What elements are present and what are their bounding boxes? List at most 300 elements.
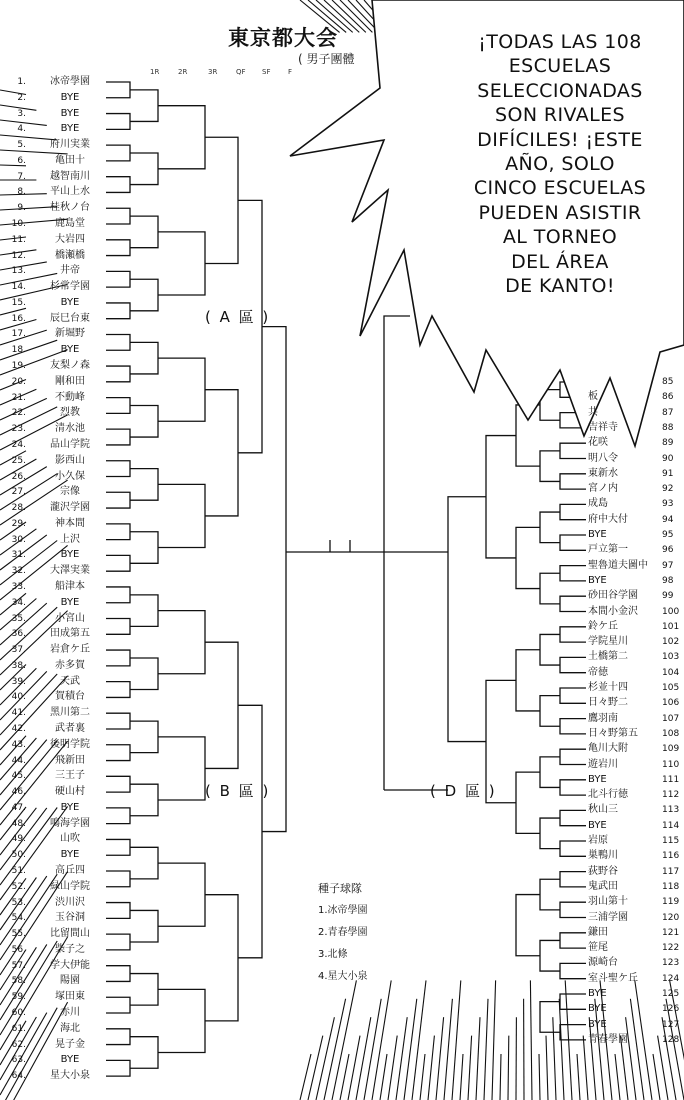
team-number: 50.	[11, 850, 26, 861]
team-school: 海北	[60, 1022, 80, 1034]
team-school: 鬼武田	[588, 880, 618, 892]
team-row	[4, 186, 100, 198]
team-number: 100	[662, 606, 680, 617]
team-row	[4, 786, 100, 798]
team-row	[4, 123, 100, 135]
speed-line	[388, 1036, 397, 1100]
team-school: 友梨ノ森	[50, 360, 90, 372]
team-number: 48.	[11, 818, 26, 829]
team-number: 56.	[11, 944, 26, 955]
team-school: 荻野谷	[588, 865, 618, 877]
team-number: 92	[662, 484, 674, 495]
block-b-label: ( B 區 )	[205, 782, 271, 800]
team-number: 124	[662, 973, 680, 984]
team-school: BYE	[588, 819, 607, 831]
team-row	[4, 155, 100, 167]
team-school: 黑川第二	[50, 707, 90, 719]
team-row	[588, 881, 684, 893]
team-number: 62.	[11, 1039, 26, 1050]
speed-line	[530, 980, 532, 1100]
team-number: 102	[662, 637, 680, 648]
team-row	[4, 1070, 100, 1082]
team-school: 剛和田	[55, 375, 85, 387]
team-row	[4, 833, 100, 845]
team-row	[4, 991, 100, 1003]
team-school: BYE	[60, 549, 80, 561]
team-number: 33.	[11, 581, 26, 592]
team-number: 86	[662, 392, 674, 403]
team-row	[4, 802, 100, 814]
team-row	[4, 912, 100, 924]
team-school: 賀積台	[55, 691, 85, 703]
team-school: 影西山	[55, 454, 85, 466]
team-school: BYE	[588, 529, 607, 540]
team-number: 99	[662, 591, 674, 602]
team-row	[4, 549, 100, 561]
team-row	[588, 407, 684, 419]
team-school: 杉並十四	[588, 682, 628, 693]
team-number: 15.	[11, 297, 26, 308]
speed-line	[428, 1036, 434, 1100]
team-number: 120	[662, 912, 680, 923]
team-number: 97	[662, 560, 674, 571]
seed-heading: 種子球隊	[318, 882, 362, 895]
team-row	[4, 849, 100, 861]
team-number: 18.	[11, 345, 26, 356]
team-row	[588, 621, 684, 633]
round-header: F	[288, 68, 293, 76]
team-number: 103	[662, 652, 680, 663]
team-school: 硬山村	[55, 786, 85, 798]
team-number: 14.	[11, 282, 26, 293]
speed-line	[500, 1054, 501, 1100]
speed-line	[492, 980, 496, 1100]
team-number: 54.	[11, 913, 26, 924]
team-school: 田成第五	[50, 628, 90, 640]
team-number: 94	[662, 514, 674, 525]
team-school: 聖魯道夫圖中	[588, 559, 648, 571]
team-school: 神本間	[55, 517, 85, 529]
team-row	[4, 707, 100, 719]
seed-item: 3.北條	[318, 949, 348, 960]
team-row	[4, 455, 100, 467]
team-school: 巣鴨川	[588, 850, 618, 862]
team-row	[588, 437, 684, 449]
speed-line	[356, 1017, 371, 1100]
team-school: 岩倉ケ丘	[50, 644, 90, 656]
team-school: 鎌田	[588, 926, 608, 938]
team-number: 24.	[11, 439, 26, 450]
team-school: 冰帝學園	[50, 76, 90, 87]
bubble-line: SELECCIONADAS	[477, 79, 643, 102]
team-number: 63.	[11, 1055, 26, 1066]
team-row	[4, 944, 100, 956]
speed-line	[444, 999, 452, 1100]
team-school: 辰巳台東	[50, 312, 90, 324]
team-row	[4, 376, 100, 388]
team-school: 吉祥寺	[588, 421, 618, 433]
team-row	[4, 897, 100, 909]
team-row	[4, 597, 100, 609]
page-title: 東京都大会	[228, 25, 338, 50]
team-school: 橋瀬橋	[55, 249, 85, 261]
team-number: 20.	[11, 376, 26, 387]
team-row	[4, 518, 100, 530]
team-row	[4, 581, 100, 593]
team-number: 95	[662, 530, 674, 540]
team-number: 11.	[11, 234, 26, 245]
team-row	[4, 486, 100, 498]
team-school: 青春學園	[588, 1033, 628, 1045]
team-row	[588, 1003, 684, 1015]
team-number: 96	[662, 545, 674, 556]
speed-line	[404, 999, 417, 1100]
team-number: 106	[662, 698, 680, 709]
team-row	[588, 606, 684, 618]
team-school: 晃子金	[55, 1038, 85, 1050]
team-school: 品山学院	[50, 438, 90, 450]
team-school: 共	[588, 406, 598, 418]
team-number: 3.	[17, 108, 26, 119]
team-school: 小宮山	[55, 612, 85, 624]
seed-item: 4.星大小泉	[318, 971, 368, 982]
speed-line	[364, 999, 381, 1100]
team-school: 学院星川	[588, 636, 628, 648]
team-school: 比留間山	[50, 928, 90, 940]
bracket-path	[448, 382, 586, 1040]
team-school: BYE	[60, 91, 80, 103]
team-row	[588, 835, 684, 847]
team-school: 平山上水	[50, 186, 90, 198]
team-number: 27.	[11, 487, 26, 498]
speed-line	[380, 1054, 387, 1100]
team-row	[4, 1007, 100, 1019]
team-number: 40.	[11, 692, 26, 703]
team-row	[4, 92, 100, 104]
team-number: 7.	[17, 171, 26, 182]
round-header: 2R	[178, 68, 188, 76]
team-number: 117	[662, 866, 680, 877]
round-header: QF	[236, 68, 246, 76]
team-school: 塚田東	[55, 991, 85, 1003]
team-row	[588, 636, 684, 648]
team-school: BYE	[60, 596, 80, 608]
team-number: 60.	[11, 1008, 26, 1019]
team-school: 秋山三	[588, 804, 618, 816]
team-row	[588, 575, 684, 587]
team-number: 127	[662, 1019, 680, 1030]
team-number: 57.	[11, 960, 26, 971]
bubble-line: SON RIVALES	[495, 104, 625, 127]
team-row	[588, 667, 684, 679]
team-school: 学大伊能	[50, 959, 90, 971]
speed-line	[452, 980, 461, 1100]
team-row	[4, 975, 100, 987]
team-number: 22.	[11, 408, 26, 419]
team-school: 遊岩川	[588, 758, 618, 770]
team-number: 93	[662, 499, 674, 510]
team-school: 大澤実業	[50, 565, 90, 577]
team-school: 鳴海学園	[50, 817, 90, 829]
team-row	[4, 281, 100, 293]
team-row	[4, 928, 100, 940]
team-school: 清水池	[55, 423, 85, 435]
team-number: 42.	[11, 723, 26, 734]
team-number: 107	[662, 713, 680, 724]
speed-line	[308, 1036, 323, 1100]
team-school: 土橋第二	[588, 651, 628, 663]
team-number: 5.	[17, 140, 26, 151]
team-number: 128	[662, 1034, 680, 1045]
team-row	[588, 912, 684, 924]
team-row	[588, 697, 684, 709]
team-row	[588, 896, 684, 908]
round-header: 1R	[150, 68, 160, 76]
team-row	[588, 820, 684, 832]
team-number: 85	[662, 377, 674, 387]
team-number: 12.	[11, 250, 26, 261]
team-number: 98	[662, 575, 674, 586]
team-school: BYE	[60, 344, 80, 356]
team-number: 31.	[11, 550, 26, 561]
team-row	[588, 1034, 684, 1046]
team-row	[588, 453, 684, 465]
team-row	[4, 471, 100, 483]
team-school: 亀田十	[55, 154, 85, 166]
team-number: 123	[662, 958, 680, 969]
team-row	[588, 774, 684, 786]
team-school: 杉常学園	[50, 281, 90, 293]
team-number: 64.	[11, 1071, 26, 1082]
team-number: 55.	[11, 929, 26, 940]
team-row	[4, 865, 100, 877]
speed-line	[553, 1017, 556, 1100]
team-school: 柴子之	[55, 943, 85, 955]
team-number: 90	[662, 453, 674, 464]
team-row	[4, 265, 100, 277]
team-school: 新堀野	[55, 328, 85, 340]
team-school: 板	[588, 391, 598, 403]
team-row	[588, 483, 684, 495]
speed-line	[460, 1054, 463, 1100]
team-row	[588, 590, 684, 602]
speed-line	[653, 1054, 660, 1100]
team-school: 鈴ケ丘	[588, 620, 618, 632]
team-school: 室斗聖ケ丘	[588, 972, 638, 984]
team-row	[588, 391, 684, 403]
team-number: 51.	[11, 866, 26, 876]
team-number: 112	[662, 790, 680, 801]
team-row	[588, 376, 684, 388]
speed-line	[332, 980, 356, 1100]
team-number: 116	[662, 851, 680, 862]
team-row	[588, 1019, 684, 1031]
team-school: 鷹羽南	[588, 712, 618, 724]
team-row	[4, 644, 100, 656]
team-row	[4, 770, 100, 782]
team-number: 21.	[11, 392, 26, 403]
team-number: 10.	[11, 219, 26, 230]
team-school: 日々野二	[588, 697, 628, 709]
team-number: 113	[662, 805, 680, 816]
team-school: 渋川沢	[55, 896, 85, 908]
team-school: 羽山第十	[588, 896, 628, 908]
team-school: BYE	[588, 1003, 607, 1015]
team-row	[588, 789, 684, 801]
team-number: 34.	[11, 597, 26, 608]
team-row	[4, 439, 100, 451]
team-row	[588, 514, 684, 526]
team-school: 砂田谷学園	[588, 590, 638, 602]
team-number: 46.	[11, 787, 26, 798]
team-number: 114	[662, 820, 680, 831]
team-row	[4, 502, 100, 514]
team-number: 105	[662, 683, 680, 693]
team-school: 北斗行徳	[588, 789, 628, 801]
team-school: 源崎台	[588, 957, 618, 969]
team-school: 星大小泉	[50, 1070, 90, 1082]
team-row	[4, 313, 100, 325]
team-school: 高丘四	[55, 865, 85, 876]
team-school: BYE	[60, 801, 80, 813]
team-row	[4, 328, 100, 340]
seed-item: 2.青春學園	[318, 927, 368, 938]
speed-line	[539, 1054, 540, 1100]
team-number: 49.	[11, 834, 26, 845]
team-school: 花咲	[588, 437, 608, 449]
team-number: 88	[662, 422, 674, 433]
team-school: BYE	[60, 107, 80, 119]
team-row	[4, 1039, 100, 1051]
team-school: 鹿島堂	[55, 218, 85, 230]
speed-line	[420, 1054, 425, 1100]
team-number: 37.	[11, 645, 26, 656]
team-school: BYE	[588, 773, 607, 785]
team-row	[4, 171, 100, 183]
team-number: 125	[662, 989, 680, 999]
team-number: 91	[662, 468, 674, 479]
team-school: 三王子	[55, 770, 85, 782]
page-subtitle: ( 男子團體	[298, 52, 355, 66]
team-row	[4, 960, 100, 972]
team-row	[588, 529, 684, 541]
team-row	[588, 651, 684, 663]
team-school: 小久保	[55, 470, 85, 482]
team-number: 25.	[11, 455, 26, 466]
team-school: 後明学院	[50, 738, 90, 750]
team-number: 44.	[11, 755, 26, 766]
team-row	[4, 297, 100, 309]
team-row	[4, 218, 100, 230]
team-row	[588, 973, 684, 985]
team-number: 61.	[11, 1023, 26, 1034]
team-number: 59.	[11, 992, 26, 1003]
team-row	[4, 407, 100, 419]
team-row	[4, 392, 100, 404]
team-row	[588, 713, 684, 725]
round-header: SF	[262, 68, 271, 76]
team-school: BYE	[60, 296, 80, 308]
team-row	[588, 743, 684, 755]
team-row	[4, 534, 100, 546]
team-row	[4, 739, 100, 751]
speed-line	[508, 1036, 509, 1100]
team-number: 32.	[11, 566, 26, 577]
team-row	[588, 850, 684, 862]
team-school: 岩原	[588, 835, 608, 846]
team-number: 6.	[17, 155, 26, 166]
bubble-line: CINCO ESCUELAS	[473, 177, 647, 200]
team-number: 45.	[11, 771, 26, 782]
team-school: 緑山学院	[50, 880, 90, 892]
team-number: 53.	[11, 897, 26, 908]
team-school: 赤川	[60, 1007, 80, 1019]
team-row	[4, 691, 100, 703]
bubble-line: AL TORNEO	[502, 226, 618, 249]
team-number: 28.	[11, 503, 26, 514]
speed-line	[559, 999, 564, 1100]
speed-line	[316, 1017, 334, 1100]
team-row	[4, 139, 100, 151]
team-number: 41.	[11, 708, 26, 719]
team-row	[4, 565, 100, 577]
team-number: 2.	[17, 92, 26, 103]
seed-item: 1.冰帝學園	[318, 905, 368, 916]
team-row	[588, 422, 684, 434]
team-number: 122	[662, 943, 680, 954]
team-number: 16.	[11, 313, 26, 324]
team-school: 宗像	[60, 486, 80, 498]
speed-line	[615, 1054, 620, 1100]
team-number: 36.	[11, 629, 26, 640]
bracket-path	[106, 82, 286, 1076]
team-number: 29.	[11, 518, 26, 529]
team-number: 38.	[11, 660, 26, 671]
team-number: 13.	[11, 266, 26, 277]
speed-line	[412, 980, 426, 1100]
team-number: 47.	[11, 802, 26, 813]
team-row	[4, 360, 100, 372]
bracket-path	[384, 316, 448, 790]
team-row	[588, 804, 684, 816]
team-row	[588, 682, 684, 694]
team-school: 不動峰	[55, 391, 85, 403]
team-school: 井帝	[60, 265, 80, 277]
team-school: 武者裏	[55, 722, 85, 734]
team-school: 天武	[60, 675, 80, 687]
team-school: 大岩四	[55, 233, 85, 245]
round-header: 3R	[208, 68, 218, 76]
team-school: 飛新田	[55, 754, 85, 766]
team-school: 玉谷洞	[55, 912, 85, 924]
speed-line	[0, 808, 36, 855]
team-row	[4, 660, 100, 672]
team-number: 119	[662, 897, 680, 908]
team-row	[4, 234, 100, 246]
bubble-line: DE KANTO!	[505, 274, 615, 297]
team-school: BYE	[60, 1054, 80, 1066]
speed-line	[577, 1054, 580, 1100]
team-number: 121	[662, 927, 680, 938]
team-row	[588, 759, 684, 771]
team-school: 瀧沢学園	[50, 502, 90, 514]
team-number: 8.	[17, 187, 26, 198]
team-row	[4, 755, 100, 767]
team-school: 本間小金沢	[588, 605, 638, 617]
team-row	[4, 1023, 100, 1035]
team-row	[4, 723, 100, 735]
seed-list	[318, 878, 368, 988]
